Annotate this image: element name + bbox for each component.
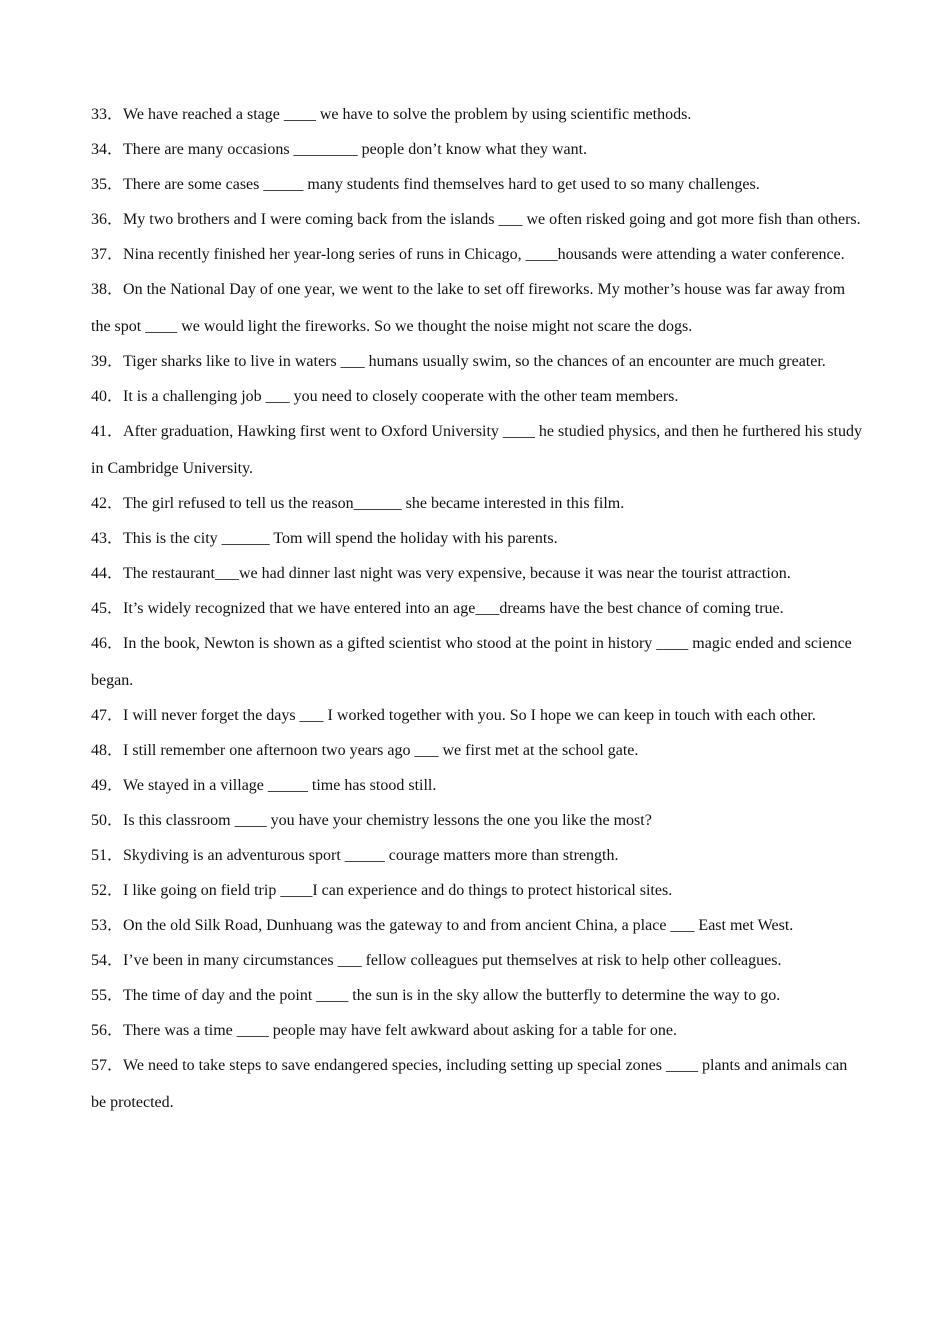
question-text: I still remember one afternoon two years ago ___ we first met at the school gate. (123, 742, 639, 759)
question-57 (91, 1047, 863, 1121)
question-52 (91, 872, 863, 909)
question-number: 42． (91, 495, 124, 512)
question-text: The restaurant___we had dinner last night was very expensive, because it was near the tourist attraction. (123, 565, 791, 582)
question-text: The time of day and the point ____ the sun is in the sky allow the butterfly to determine the way to go. (123, 987, 781, 1004)
question-40 (91, 378, 863, 415)
question-text: Nina recently finished her year-long series of runs in Chicago, ____housands were attending a water conference. (123, 246, 845, 263)
question-45 (91, 590, 863, 627)
question-50 (91, 802, 863, 839)
question-34 (91, 131, 863, 168)
question-text: It is a challenging job ___ you need to closely cooperate with the other team members. (123, 388, 679, 405)
question-text: We have reached a stage ____ we have to solve the problem by using scientific methods. (123, 106, 692, 123)
question-35 (91, 166, 863, 203)
question-number: 35． (91, 176, 124, 193)
question-text: Is this classroom ____ you have your chemistry lessons the one you like the most? (123, 812, 652, 829)
question-51 (91, 837, 863, 874)
question-39 (91, 343, 863, 380)
question-text: I will never forget the days ___ I worked together with you. So I hope we can keep in touch with each other. (123, 707, 816, 724)
question-text: This is the city ______ Tom will spend the holiday with his parents. (123, 530, 558, 547)
question-text: There was a time ____ people may have felt awkward about asking for a table for one. (123, 1022, 678, 1039)
question-55 (91, 977, 863, 1014)
question-number: 37． (91, 246, 124, 263)
question-number: 53． (91, 917, 124, 934)
question-number: 56． (91, 1022, 124, 1039)
question-54 (91, 942, 863, 979)
question-number: 41． (91, 423, 124, 440)
question-number: 36． (91, 211, 124, 228)
question-38 (91, 271, 863, 345)
question-53 (91, 907, 863, 944)
question-56 (91, 1012, 863, 1049)
question-text: We need to take steps to save endangered species, including setting up special zones ____ plants and animals can be protected. (91, 1057, 848, 1111)
question-text: In the book, Newton is shown as a gifted scientist who stood at the point in history ____ magic ended and science began. (91, 635, 852, 689)
question-number: 47． (91, 707, 124, 724)
question-text: There are many occasions ________ people don’t know what they want. (123, 141, 588, 158)
question-43 (91, 520, 863, 557)
question-text: It’s widely recognized that we have entered into an age___dreams have the best chance of coming true. (123, 600, 784, 617)
question-number: 48． (91, 742, 124, 759)
question-number: 52． (91, 882, 124, 899)
question-number: 46． (91, 635, 124, 652)
question-text: My two brothers and I were coming back from the islands ___ we often risked going and got more fish than others. (123, 211, 861, 228)
question-44 (91, 555, 863, 592)
question-46 (91, 625, 863, 699)
question-number: 39． (91, 353, 124, 370)
question-36 (91, 201, 863, 238)
question-number: 51． (91, 847, 124, 864)
question-number: 57． (91, 1057, 124, 1074)
question-number: 50． (91, 812, 124, 829)
question-48 (91, 732, 863, 769)
question-number: 33． (91, 106, 124, 123)
question-37 (91, 236, 863, 273)
question-number: 34． (91, 141, 124, 158)
question-number: 54． (91, 952, 124, 969)
question-text: After graduation, Hawking first went to Oxford University ____ he studied physics, and then he furthered his study in Cambridge University. (91, 423, 862, 477)
question-33 (91, 96, 863, 133)
question-42 (91, 485, 863, 522)
question-text: Skydiving is an adventurous sport _____ courage matters more than strength. (123, 847, 619, 864)
question-text: We stayed in a village _____ time has stood still. (123, 777, 437, 794)
question-number: 49． (91, 777, 124, 794)
question-text: There are some cases _____ many students find themselves hard to get used to so many challenges. (123, 176, 760, 193)
question-text: On the National Day of one year, we went to the lake to set off fireworks. My mother’s house was far away from the spot ____ we would light the fireworks. So we thought the noise might not scare the dogs. (91, 281, 846, 335)
question-number: 40． (91, 388, 124, 405)
question-number: 44． (91, 565, 124, 582)
question-text: Tiger sharks like to live in waters ___ humans usually swim, so the chances of an encounter are much greater. (123, 353, 826, 370)
question-list (91, 96, 863, 1119)
question-41 (91, 413, 863, 487)
question-49 (91, 767, 863, 804)
question-number: 38． (91, 281, 124, 298)
question-number: 45． (91, 600, 124, 617)
question-text: On the old Silk Road, Dunhuang was the gateway to and from ancient China, a place ___ East met West. (123, 917, 794, 934)
question-47 (91, 697, 863, 734)
question-text: I like going on field trip ____I can experience and do things to protect historical sites. (123, 882, 673, 899)
question-text: The girl refused to tell us the reason______ she became interested in this film. (123, 495, 625, 512)
question-number: 55． (91, 987, 124, 1004)
question-text: I’ve been in many circumstances ___ fellow colleagues put themselves at risk to help other colleagues. (123, 952, 782, 969)
question-number: 43． (91, 530, 124, 547)
